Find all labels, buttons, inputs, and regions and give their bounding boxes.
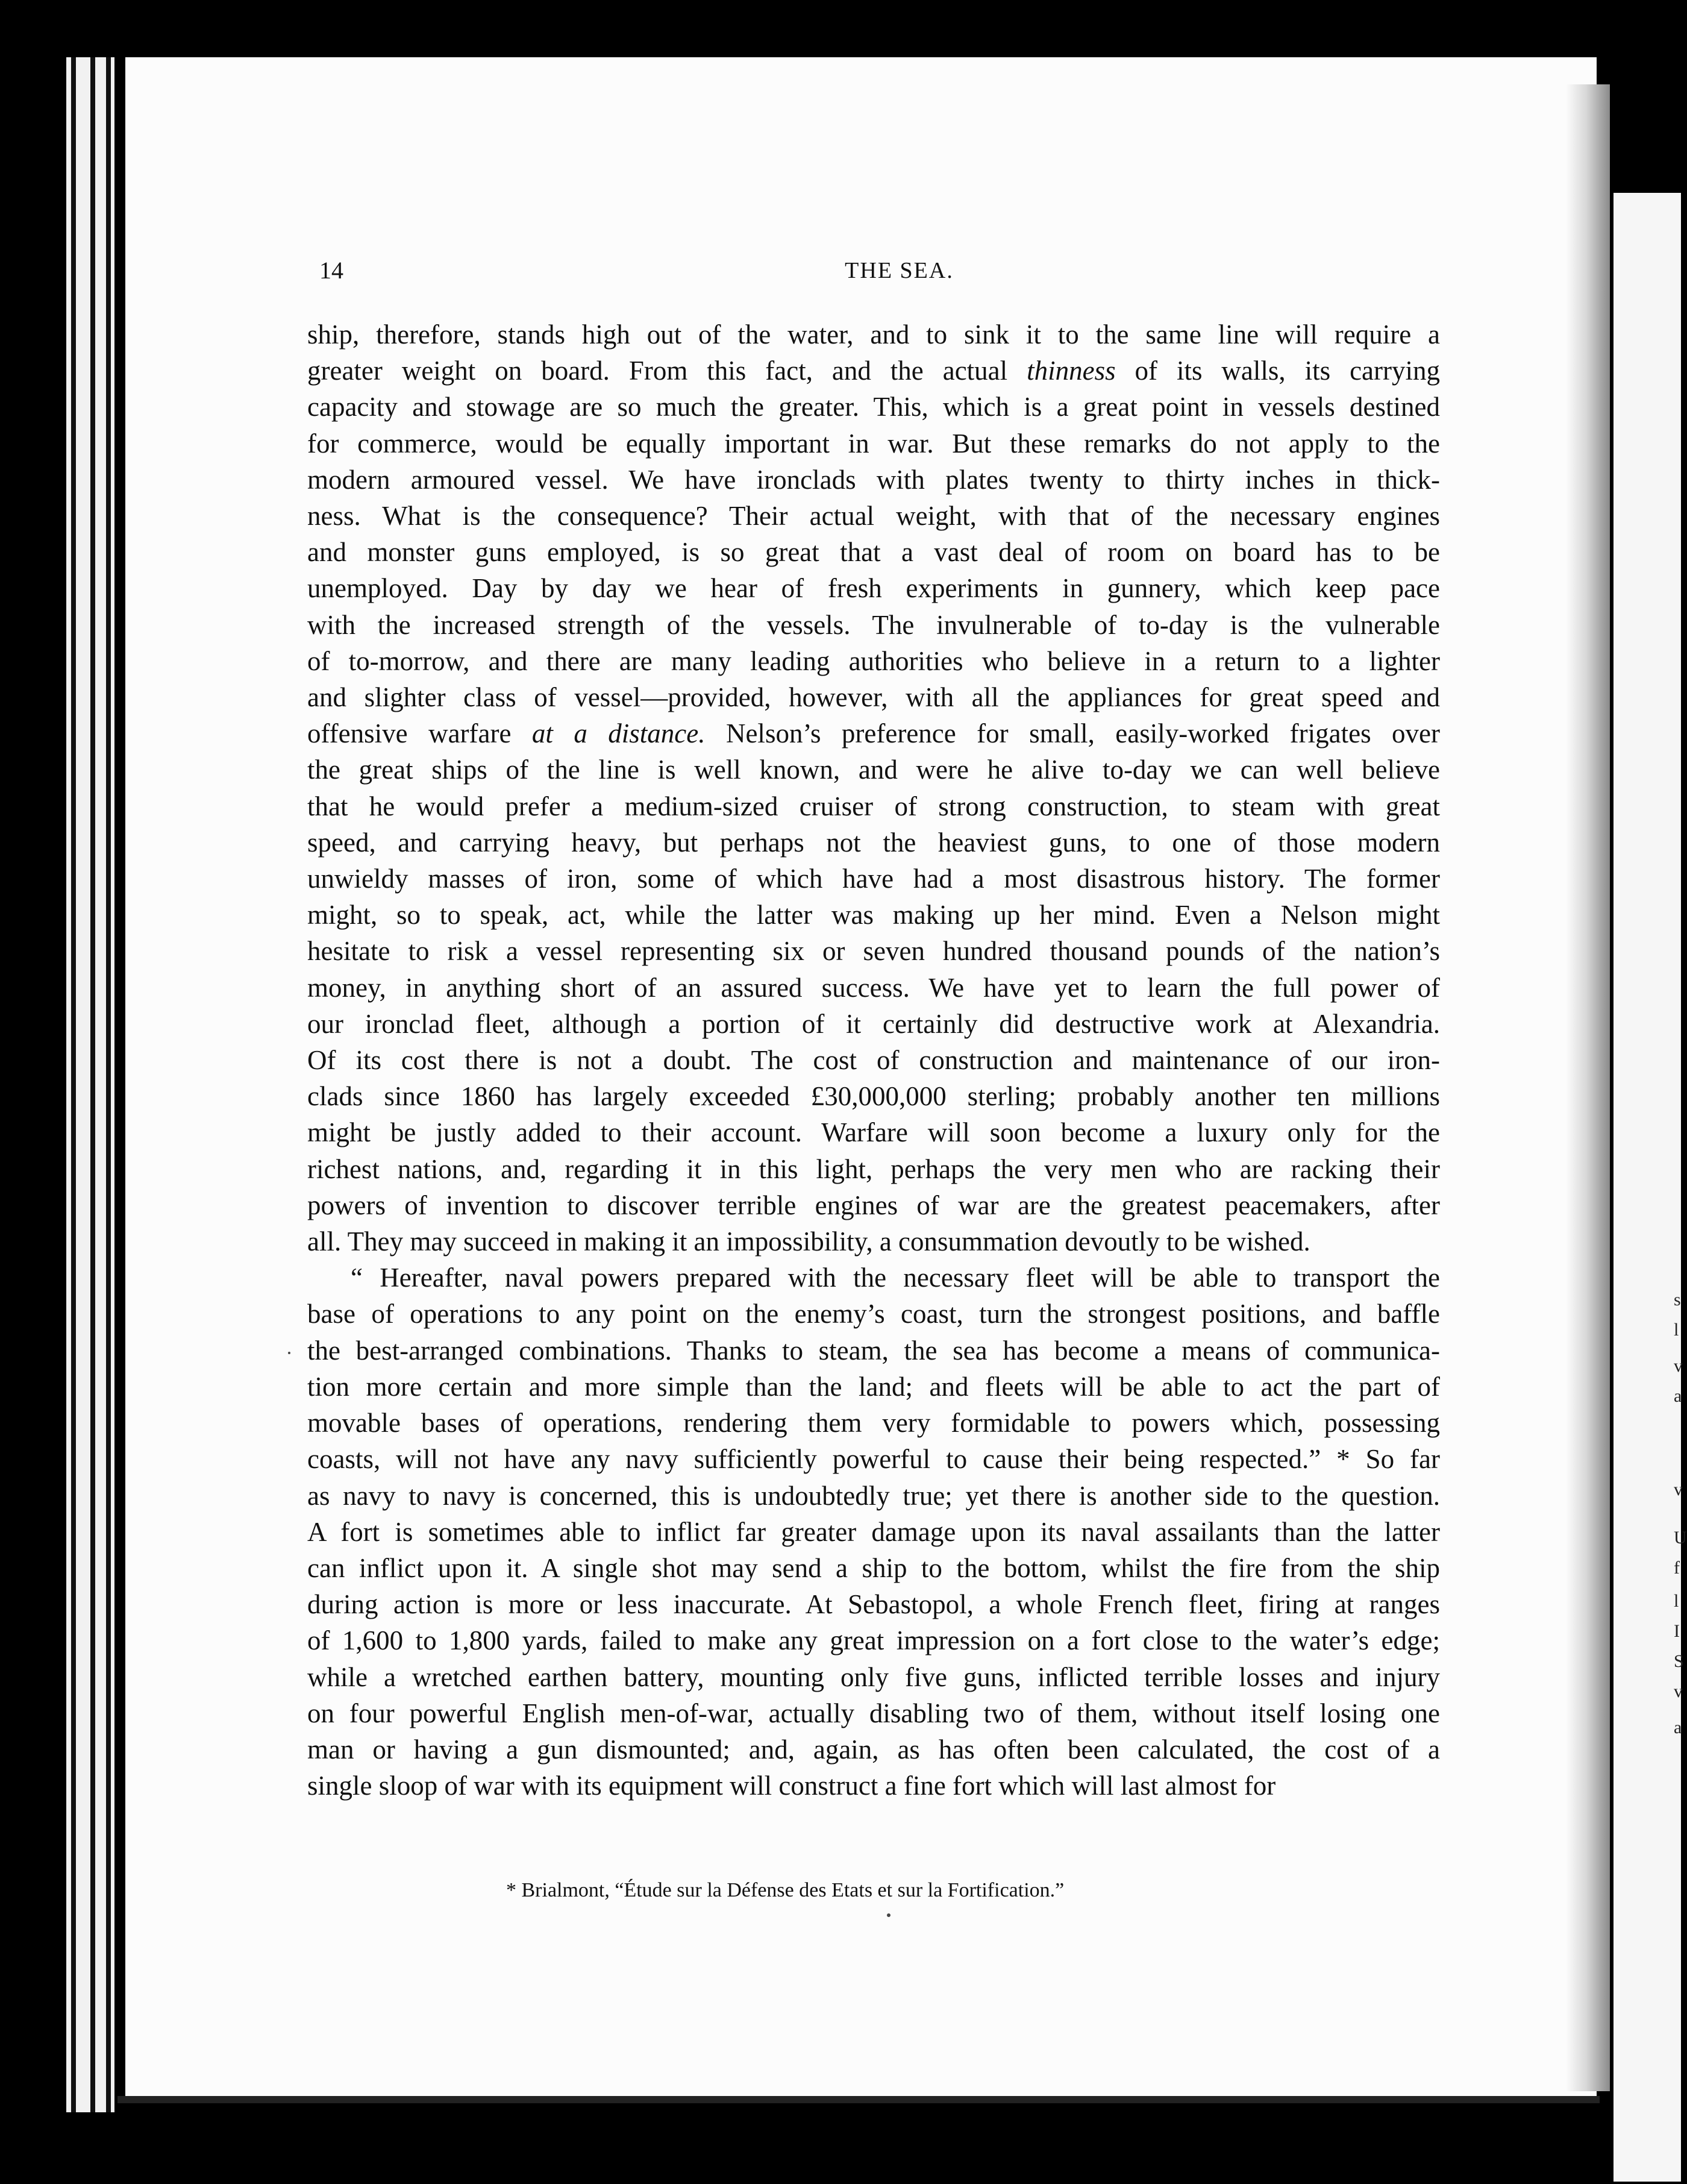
text-line: richest nations, and, regarding it in this light, perhaps the very men who are racking their <box>307 1153 1440 1184</box>
italic-text: thinness <box>1027 356 1116 386</box>
running-header <box>319 256 1479 292</box>
text-line: money, in anything short of an assured success. We have yet to learn the full power of <box>307 972 1440 1003</box>
scan-speck <box>288 1352 290 1354</box>
page-title: THE SEA. <box>845 258 954 283</box>
body-text <box>307 316 1440 1804</box>
adjacent-page-fragment: l <box>1674 1591 1679 1611</box>
text-line: unwieldy masses of iron, some of which have had a most disastrous history. The former <box>307 864 1440 894</box>
text-line: and slighter class of vessel—provided, however, with all the appliances for great speed and <box>307 682 1440 713</box>
adjacent-page-fragment: v <box>1674 1356 1683 1376</box>
text-line: while a wretched earthen battery, mounting only five guns, inflicted terrible losses and injury <box>307 1662 1440 1692</box>
text-line: unemployed. Day by day we hear of fresh experiments in gunnery, which keep pace <box>307 573 1440 604</box>
text-line: A fort is sometimes able to inflict far greater damage upon its naval assailants than the latter <box>307 1516 1440 1547</box>
adjacent-page-fragment: v <box>1674 1681 1683 1701</box>
text-line: our ironclad fleet, although a portion of it certainly did destructive work at Alexandria. <box>307 1008 1440 1039</box>
text-line: modern armoured vessel. We have ironclads with plates twenty to thirty inches in thick- <box>307 464 1440 495</box>
text-line: as navy to navy is concerned, this is undoubtedly true; yet there is another side to the question. <box>307 1480 1440 1511</box>
text-line: ship, therefore, stands high out of the water, and to sink it to the same line will require a <box>307 319 1440 350</box>
text-line: powers of invention to discover terrible engines of war are the greatest peacemakers, after <box>307 1190 1440 1220</box>
text-line: on four powerful English men-of-war, actually disabling two of them, without itself losing one <box>307 1698 1440 1728</box>
text-line: speed, and carrying heavy, but perhaps not the heaviest guns, to one of those modern <box>307 827 1440 858</box>
adjacent-page-fragment: f <box>1674 1558 1680 1578</box>
footnote: * Brialmont, “Étude sur la Défense des Etats et sur la Fortification.” <box>506 1879 1065 1901</box>
page-number: 14 <box>319 257 343 284</box>
text-line: movable bases of operations, rendering them very formidable to powers which, possessing <box>307 1408 1440 1439</box>
text-line: that he would prefer a medium-sized cruiser of strong construction, to steam with great <box>307 791 1440 821</box>
text-line: can inflict upon it. A single shot may send a ship to the bottom, whilst the fire from the ship <box>307 1552 1440 1583</box>
text-line: the best-arranged combinations. Thanks to steam, the sea has become a means of communica- <box>307 1335 1440 1366</box>
text-line: man or having a gun dismounted; and, again, as has often been calculated, the cost of a <box>307 1734 1440 1765</box>
adjacent-page-fragment: a <box>1674 1386 1682 1406</box>
adjacent-page-edge <box>1613 193 1687 2182</box>
text-line: with the increased strength of the vessels. The invulnerable of to-day is the vulnerable <box>307 609 1440 640</box>
italic-text: at a distance. <box>531 718 706 749</box>
text-line: and monster guns employed, is so great that a vast deal of room on board has to be <box>307 537 1440 568</box>
text-line: offensive warfare at a distance. Nelson’s preference for small, easily-worked frigates over <box>307 718 1440 749</box>
text-line: hesitate to risk a vessel representing six or seven hundred thousand pounds of the nation’s <box>307 936 1440 967</box>
text-line: of 1,600 to 1,800 yards, failed to make any great impression on a fort close to the water’s edge; <box>307 1625 1440 1656</box>
text-line: might, so to speak, act, while the latter was making up her mind. Even a Nelson might <box>307 900 1440 930</box>
edge-rule <box>71 57 76 2112</box>
adjacent-page-fragment: a <box>1674 1718 1682 1737</box>
text-line: might be justly added to their account. Warfare will soon become a luxury only for the <box>307 1117 1440 1148</box>
edge-rule <box>106 57 111 2112</box>
text-line: base of operations to any point on the enemy’s coast, turn the strongest positions, and baffle <box>307 1299 1440 1329</box>
adjacent-page-fragment: v <box>1674 1480 1683 1499</box>
text-line: greater weight on board. From this fact, and the actual thinness of its walls, its carrying <box>307 356 1440 386</box>
text-line: clads since 1860 has largely exceeded £30,000,000 sterling; probably another ten millions <box>307 1081 1440 1112</box>
adjacent-page-fragment: l <box>1674 1320 1679 1340</box>
scan-speck <box>887 1913 890 1917</box>
page-gutter-shadow <box>1566 84 1610 2091</box>
text-line: of to-morrow, and there are many leading authorities who believe in a return to a lighter <box>307 645 1440 676</box>
text-line: for commerce, would be equally important in war. But these remarks do not apply to the <box>307 428 1440 459</box>
edge-rule <box>90 57 95 2112</box>
page-bottom-shadow <box>117 2096 1600 2103</box>
adjacent-page-fragment: I <box>1674 1621 1680 1641</box>
text-line: Of its cost there is not a doubt. The cost of construction and maintenance of our iron- <box>307 1045 1440 1076</box>
text-line: the great ships of the line is well known, and were he alive to-day we can well believe <box>307 755 1440 785</box>
text-line: tion more certain and more simple than the land; and fleets will be able to act the part of <box>307 1371 1440 1402</box>
book-spine-edge <box>66 57 114 2112</box>
adjacent-page-fragment: U <box>1674 1528 1687 1548</box>
text-line: during action is more or less inaccurate. At Sebastopol, a whole French fleet, firing at ranges <box>307 1589 1440 1620</box>
text-line: all. They may succeed in making it an impossibility, a consummation devoutly to be wished. <box>307 1226 1310 1257</box>
text-line: “ Hereafter, naval powers prepared with the necessary fleet will be able to transport the <box>351 1263 1440 1293</box>
text-line: single sloop of war with its equipment will construct a fine fort which will last almost for <box>307 1771 1276 1801</box>
adjacent-page-fragment: S <box>1674 1651 1684 1671</box>
text-line: capacity and stowage are so much the greater. This, which is a great point in vessels destined <box>307 392 1440 422</box>
adjacent-page-fragment: s <box>1674 1290 1681 1310</box>
text-line: coasts, will not have any navy sufficiently powerful to cause their being respected.” * So far <box>307 1444 1440 1475</box>
text-line: ness. What is the consequence? Their actual weight, with that of the necessary engines <box>307 501 1440 532</box>
